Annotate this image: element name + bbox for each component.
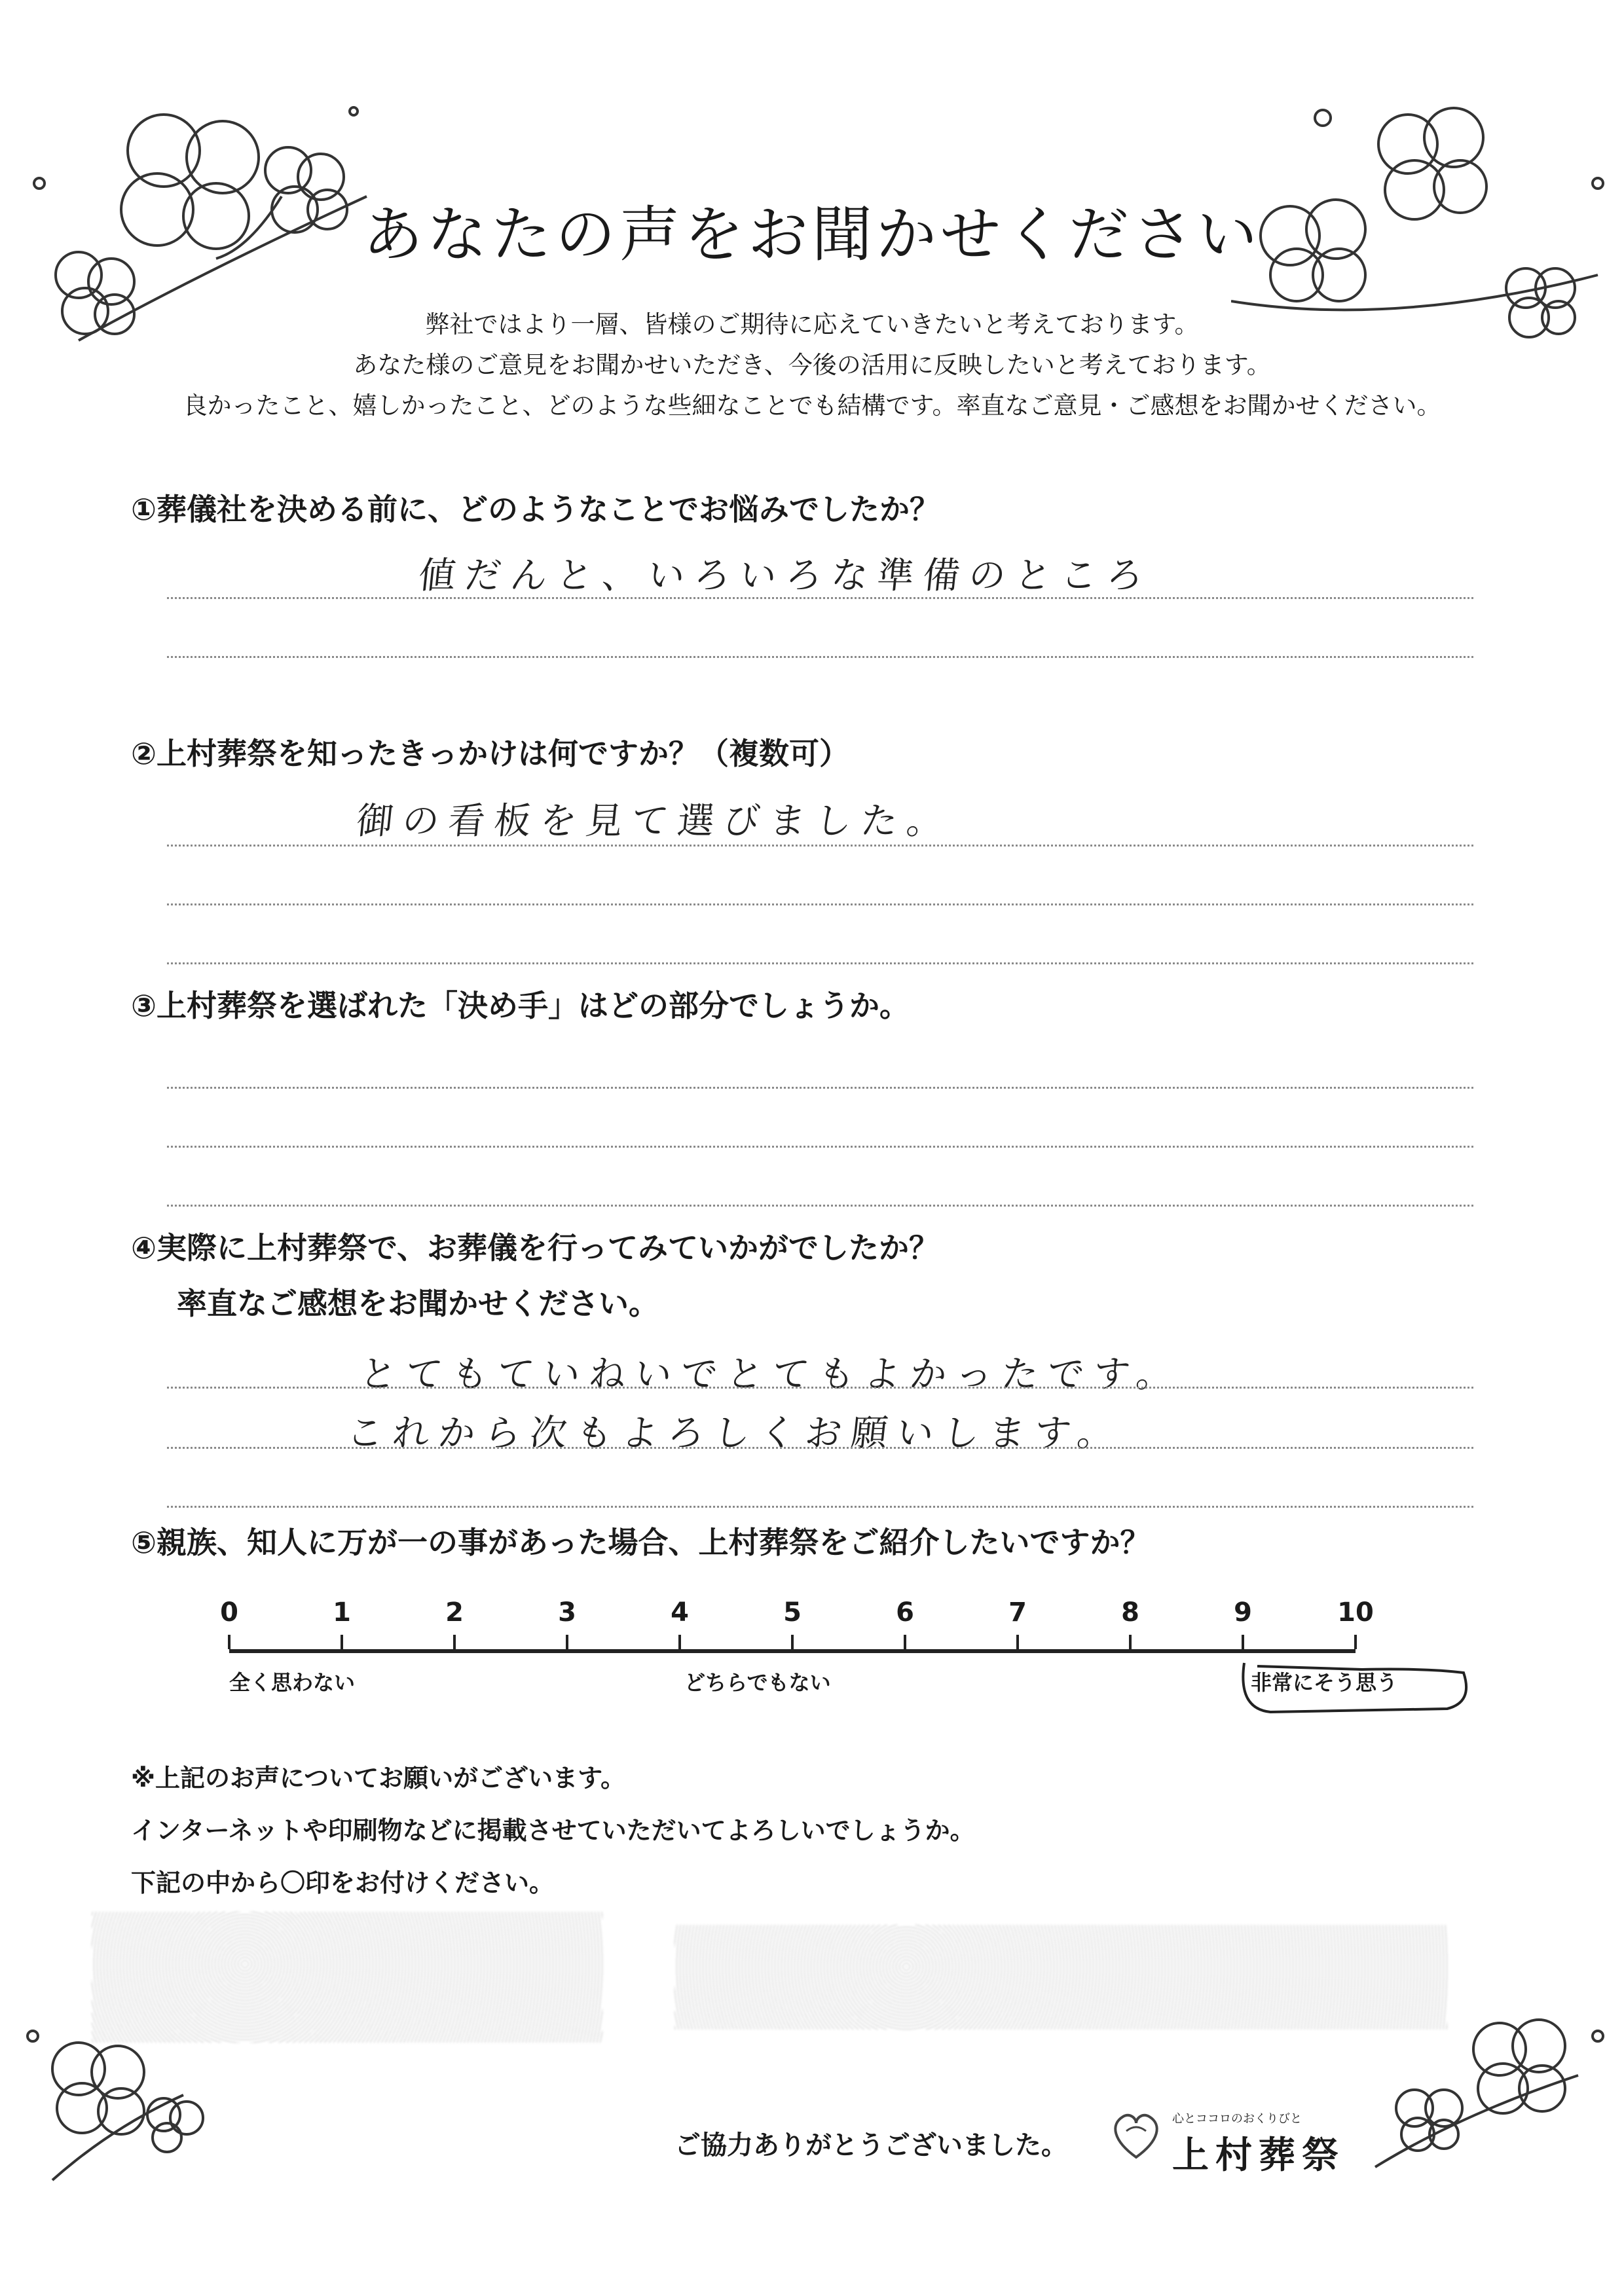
- scale-tick: [1016, 1635, 1019, 1649]
- heart-logo-icon: [1107, 2105, 1166, 2164]
- question-2-answer[interactable]: 御の看板を見て選びました。: [354, 800, 955, 843]
- scale-number-2[interactable]: 2: [445, 1597, 464, 1628]
- scale-tick: [678, 1635, 681, 1649]
- question-1-answer[interactable]: 値だんと、いろいろな準備のところ: [416, 555, 1154, 597]
- answer-line: [167, 1087, 1473, 1089]
- scale-left-label: 全く思わない: [229, 1670, 356, 1695]
- question-1-label: ①葬儀社を決める前に、どのようなことでお悩みでしたか？: [131, 492, 940, 527]
- selection-circle: [1231, 1650, 1480, 1722]
- intro-line-1: 弊社ではより一層、皆様のご期待に応えていきたいと考えております。: [425, 310, 1199, 338]
- scale-number-0[interactable]: 0: [220, 1597, 238, 1628]
- answer-line: [167, 1146, 1473, 1148]
- note-line-1: ※上記のお声についてお願いがございます。: [131, 1764, 626, 1793]
- question-2-label: ②上村葬祭を知ったきっかけは何ですか？（複数可）: [131, 736, 849, 771]
- question-4-answer-line-1[interactable]: とてもていねいでとてもよかったです。: [358, 1353, 1185, 1396]
- scale-number-5[interactable]: 5: [783, 1597, 802, 1628]
- intro-line-2: あなた様のご意見をお聞かせいただき、今後の活用に反映したいと考えております。: [353, 351, 1271, 379]
- answer-line: [167, 656, 1473, 658]
- rating-scale-line: [229, 1649, 1356, 1653]
- answer-line: [167, 1387, 1473, 1389]
- scale-number-6[interactable]: 6: [896, 1597, 914, 1628]
- logo-tagline: 心とココロのおくりびと: [1172, 2112, 1302, 2126]
- intro-line-3: 良かったこと、嬉しかったこと、どのような些細なことでも結構です。率直なご意見・ご感想をお聞かせください。: [183, 392, 1441, 420]
- answer-line: [167, 1506, 1473, 1508]
- scale-tick: [1129, 1635, 1132, 1649]
- redacted-area-left: [92, 1912, 602, 2043]
- answer-line: [167, 903, 1473, 905]
- page-title: あなたの声をお聞かせください: [362, 200, 1261, 270]
- scale-tick: [791, 1635, 794, 1649]
- scale-number-9[interactable]: 9: [1234, 1597, 1252, 1628]
- scale-tick: [341, 1635, 343, 1649]
- answer-line: [167, 1447, 1473, 1449]
- note-line-3: 下記の中から〇印をお付けください。: [131, 1868, 555, 1897]
- answer-line: [167, 1205, 1473, 1207]
- redacted-area-right: [674, 1925, 1447, 2030]
- scale-tick: [1242, 1635, 1244, 1649]
- question-3-label: ③上村葬祭を選ばれた「決め手」はどの部分でしょうか。: [131, 988, 910, 1023]
- question-4-answer-line-2[interactable]: これから次もよろしくお願いします。: [344, 1412, 1126, 1455]
- answer-line: [167, 962, 1473, 964]
- scale-number-7[interactable]: 7: [1008, 1597, 1027, 1628]
- scale-tick: [1354, 1635, 1357, 1649]
- scale-tick: [453, 1635, 456, 1649]
- question-4-label: ④実際に上村葬祭で、お葬儀を行ってみていかがでしたか？: [131, 1230, 940, 1266]
- scale-number-10[interactable]: 10: [1337, 1597, 1374, 1628]
- scale-number-1[interactable]: 1: [333, 1597, 351, 1628]
- scale-number-8[interactable]: 8: [1121, 1597, 1139, 1628]
- footer-thanks: ご協力ありがとうございました。: [674, 2130, 1067, 2160]
- company-logo-name: 上村葬祭: [1172, 2134, 1345, 2177]
- scale-number-4[interactable]: 4: [671, 1597, 689, 1628]
- scale-tick: [904, 1635, 906, 1649]
- question-4-sublabel: 率直なご感想をお聞かせください。: [177, 1286, 659, 1321]
- scale-middle-label: どちらでもない: [684, 1670, 831, 1695]
- question-5-label: ⑤親族、知人に万が一の事があった場合、上村葬祭をご紹介したいですか？: [131, 1525, 1151, 1560]
- scale-right-label: 非常にそう思う: [1251, 1670, 1398, 1695]
- note-line-2: インターネットや印刷物などに掲載させていただいてよろしいでしょうか。: [131, 1816, 975, 1845]
- scale-number-3[interactable]: 3: [558, 1597, 576, 1628]
- scale-tick: [228, 1635, 231, 1649]
- scale-tick: [566, 1635, 568, 1649]
- answer-line: [167, 845, 1473, 847]
- answer-line: [167, 597, 1473, 599]
